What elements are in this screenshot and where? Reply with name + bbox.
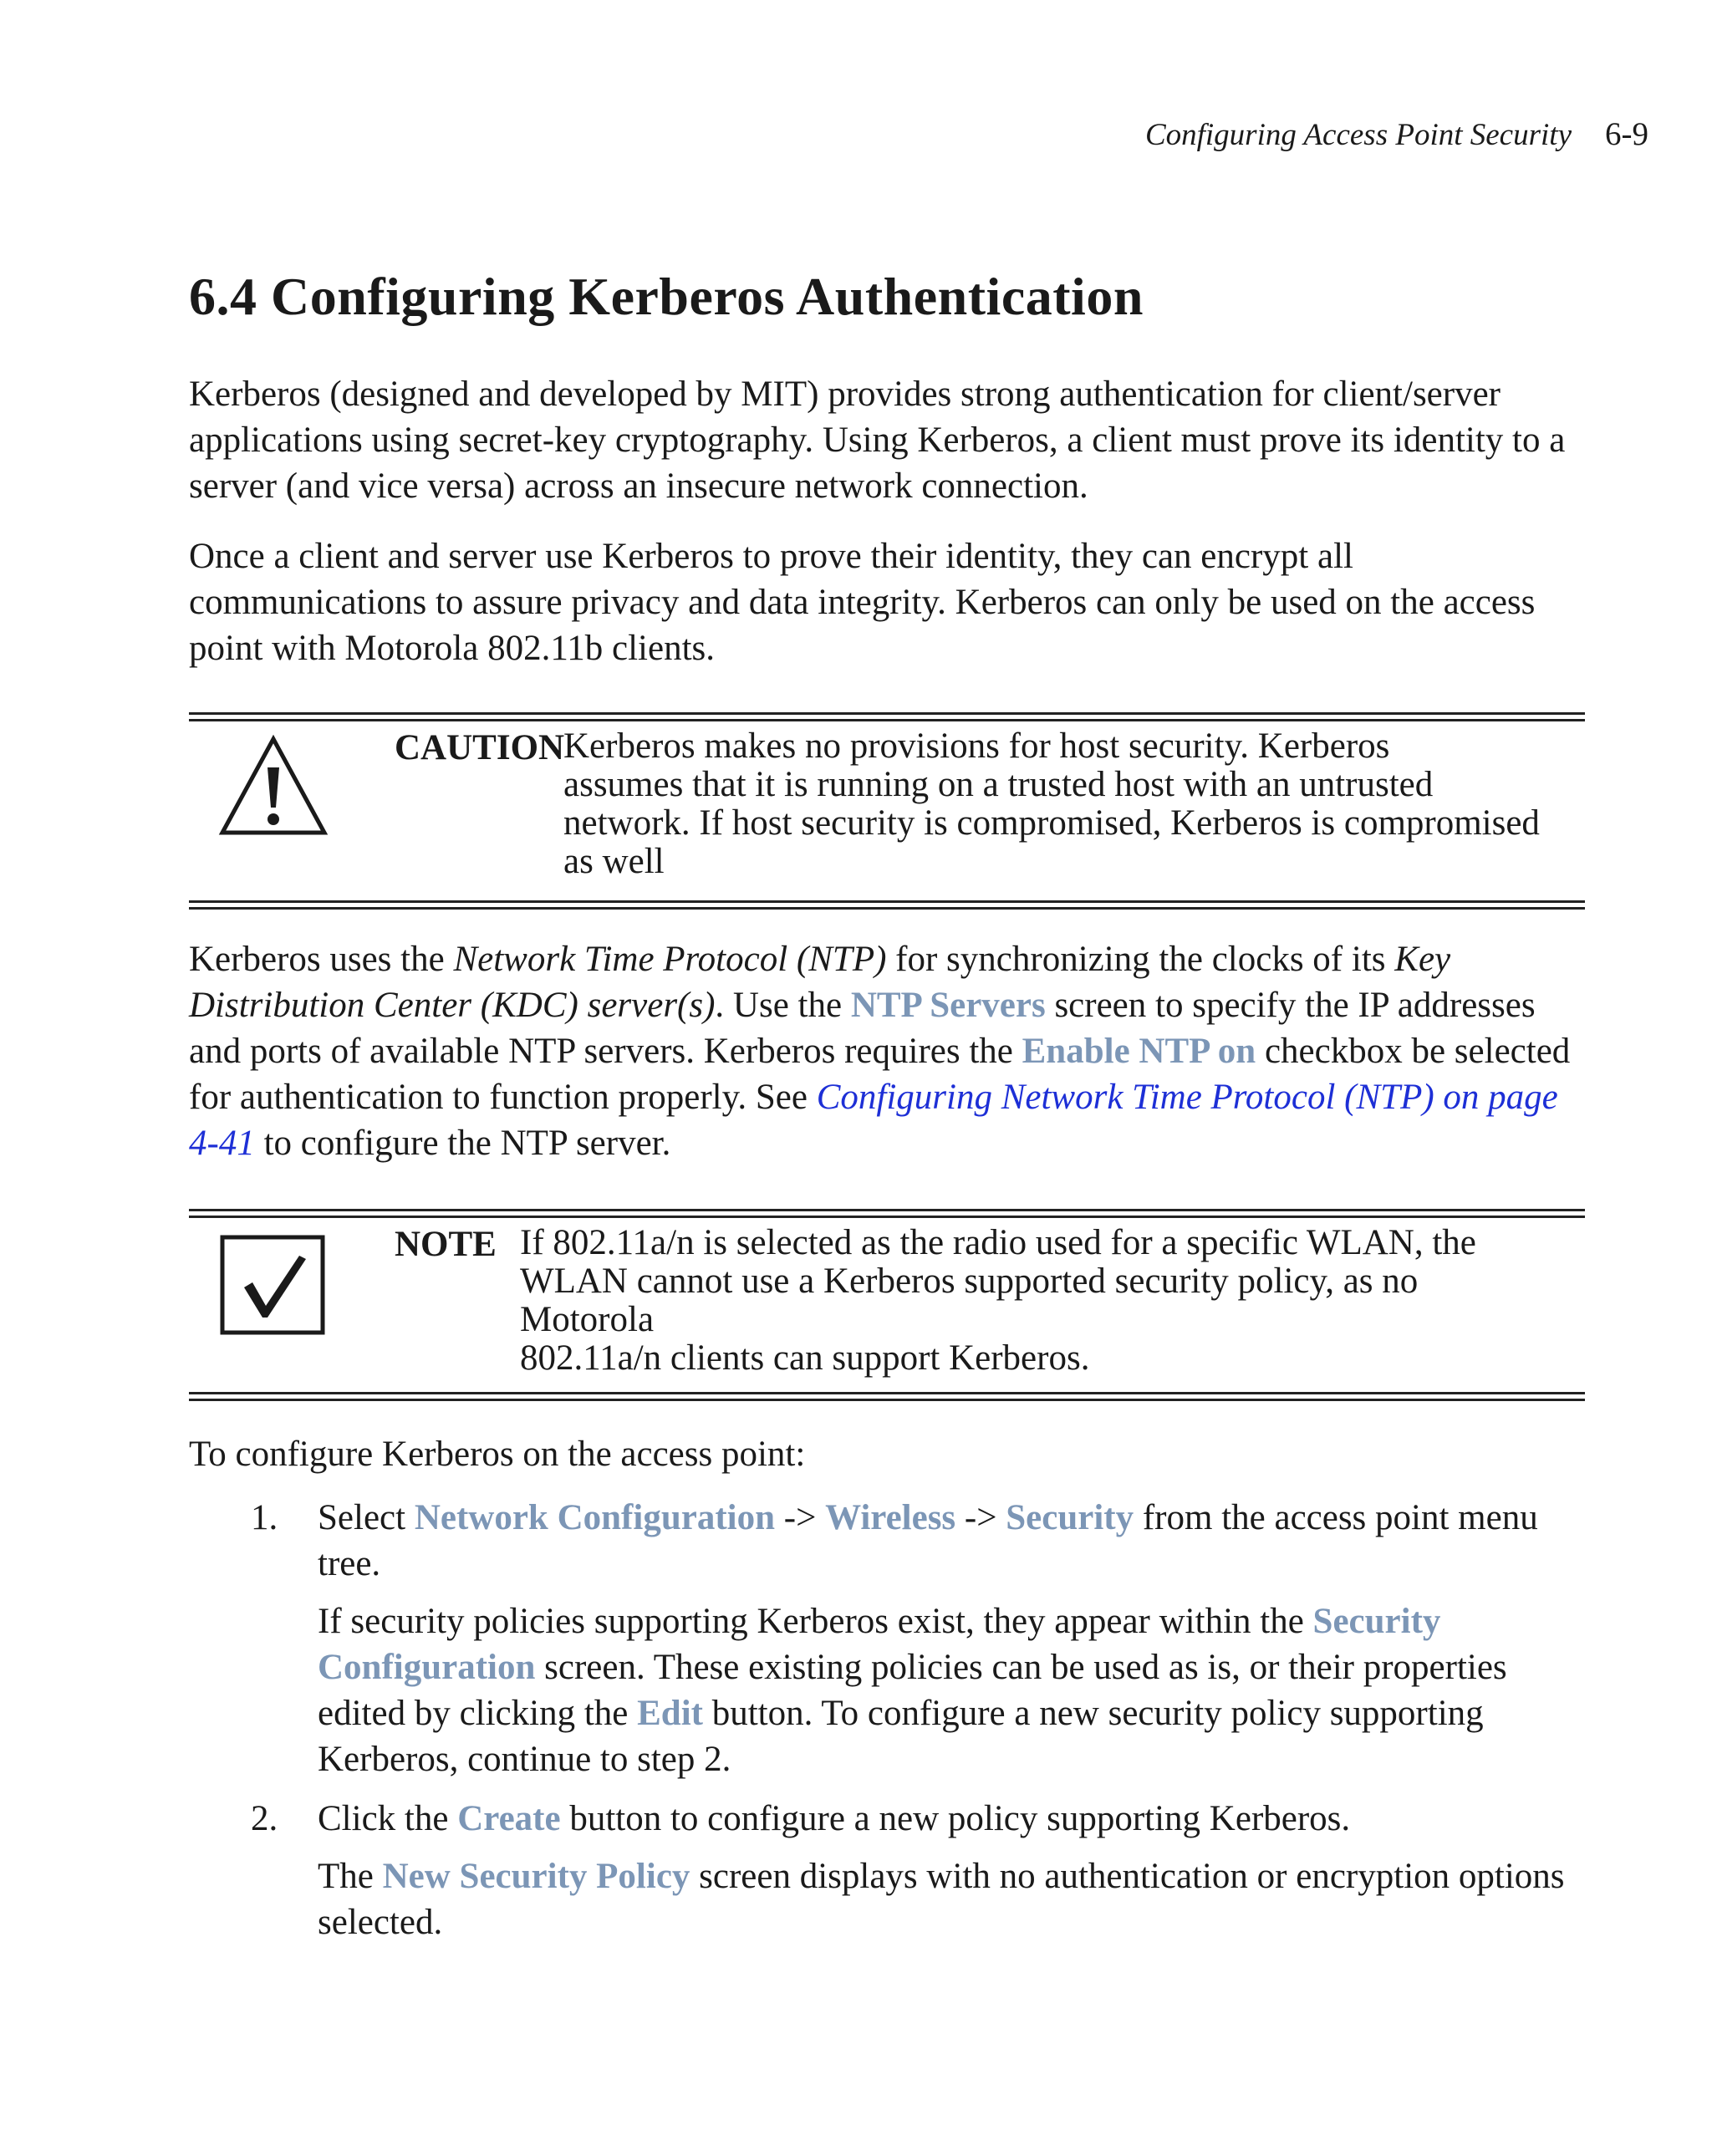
edit-keyword: Edit — [637, 1694, 703, 1733]
warning-triangle-icon — [217, 734, 329, 842]
ntp-term: Network Time Protocol (NTP) — [453, 940, 887, 979]
note-text — [520, 1224, 1557, 1378]
note-label: NOTE — [395, 1225, 497, 1264]
text-run: Click the — [318, 1799, 458, 1838]
text-run: If security policies supporting Kerberos exist, they appear within the — [318, 1602, 1313, 1641]
caution-text — [563, 727, 1567, 766]
text-run: button to configure a new policy supporting Kerberos. — [560, 1799, 1351, 1838]
text-run: checkbox be selected for authentication to function properly. See — [189, 1032, 1571, 1117]
security-configuration-keyword: Security Configuration — [318, 1602, 1441, 1687]
note-box — [189, 1209, 1585, 1401]
create-keyword: Create — [457, 1799, 561, 1838]
ntp-config-link[interactable]: Configuring Network Time Protocol (NTP) on page 4-41 — [189, 1078, 1558, 1163]
new-security-policy-keyword: New Security Policy — [382, 1857, 690, 1896]
encryption-paragraph: Once a client and server use Kerberos to prove their identity, they can encrypt all communications to assure privacy and data integrity. Kerberos can only be used on the access point with Motorola 802.11b clients. — [189, 537, 1536, 668]
text-run: button. To configure a new security policy supporting Kerberos, continue to step 2. — [318, 1694, 1484, 1779]
checkmark-box-icon — [219, 1234, 326, 1340]
steps-list — [251, 1495, 1588, 1945]
step-1 — [251, 1495, 1588, 1587]
step-number: 2. — [251, 1799, 278, 1838]
text-run: to configure the NTP server. — [254, 1124, 671, 1163]
text-run: screen. These existing policies can be used as is, or their properties edited by clicking the — [318, 1648, 1507, 1733]
text-run: The — [318, 1857, 383, 1896]
steps-intro: To configure Kerberos on the access point: — [189, 1435, 806, 1474]
note-bottom-rule — [189, 1392, 1585, 1401]
step-2 — [251, 1796, 1588, 1842]
caution-text-first-line: Kerberos makes no provisions for host security. Kerberos — [563, 726, 1390, 766]
section-title: 6.4 Configuring Kerberos Authentication — [189, 267, 1144, 326]
caution-box — [189, 712, 1585, 910]
caution-text-continued: assumes that it is running on a trusted host with an untrusted network. If host security is compromised, Kerberos is compromised as well — [563, 765, 1540, 881]
text-run: -> — [775, 1498, 826, 1537]
network-configuration-keyword: Network Configuration — [414, 1498, 776, 1537]
ntp-servers-keyword: NTP Servers — [850, 986, 1046, 1025]
step-number: 1. — [251, 1498, 278, 1537]
text-run: . Use the — [715, 986, 851, 1025]
text-run: Kerberos uses the — [189, 940, 454, 979]
text-run: screen to specify the IP addresses and ports of available NTP servers. Kerberos requires the — [189, 986, 1536, 1071]
caution-top-rule — [189, 712, 1585, 721]
text-run: from the access point menu tree. — [318, 1498, 1538, 1583]
running-header — [1145, 115, 1648, 153]
note-top-rule — [189, 1209, 1585, 1218]
text-run: screen displays with no authentication or encryption options selected. — [318, 1857, 1565, 1942]
header-section-name: Configuring Access Point Security — [1144, 118, 1572, 152]
note-text-last-line: 802.11a/n clients can support Kerberos. — [520, 1338, 1090, 1378]
caution-label: CAUTION — [395, 728, 565, 767]
step-1-detail — [251, 1598, 1588, 1782]
caution-bottom-rule — [189, 900, 1585, 910]
kdc-term: Key Distribution Center (KDC) server(s) — [189, 940, 1451, 1025]
intro-paragraph: Kerberos (designed and developed by MIT) provides strong authentication for client/server applications using secret-key cryptography. Using Kerberos, a client must prove its identity to a server (and vice versa) across an insecure network connection. — [189, 375, 1566, 506]
text-run: Select — [318, 1498, 415, 1537]
ntp-paragraph — [189, 936, 1589, 1166]
wireless-keyword: Wireless — [825, 1498, 956, 1537]
note-text-body: If 802.11a/n is selected as the radio used for a specific WLAN, the WLAN cannot use a Kerberos supported security policy, as no Motorola — [520, 1223, 1476, 1339]
text-run: -> — [955, 1498, 1006, 1537]
security-keyword: Security — [1006, 1498, 1134, 1537]
enable-ntp-keyword: Enable NTP on — [1022, 1032, 1256, 1071]
step-2-detail — [251, 1853, 1588, 1945]
text-run: for synchronizing the clocks of its — [886, 940, 1395, 979]
page-number: 6-9 — [1605, 116, 1648, 152]
